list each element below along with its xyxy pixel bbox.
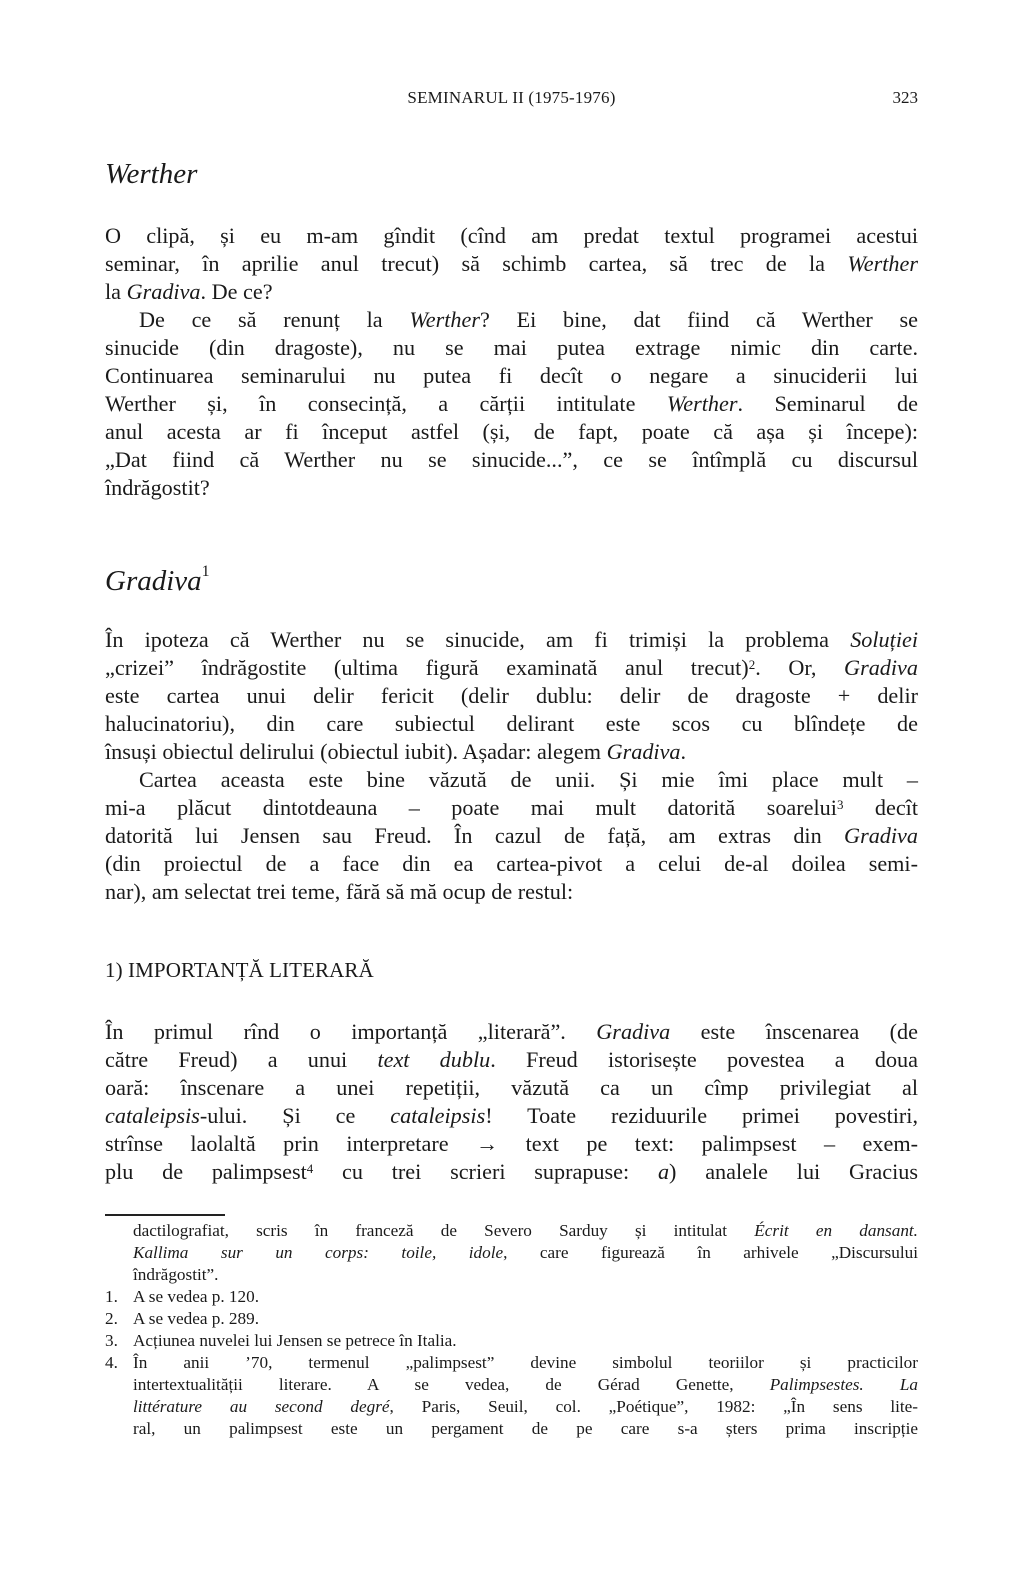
text-line: plu de palimpsest$^4$ cu trei scrieri suprapuse: a) analele lui Gracius (105, 1159, 918, 1184)
text-line: (din proiectul de a face din ea cartea-pivot a celui de-al doilea semi- (105, 851, 918, 876)
text-line: În ipoteza că Werther nu se sinucide, am fi trimiși la problema Soluției (105, 627, 918, 652)
footnote-number: 2. (105, 1309, 118, 1328)
paragraph (105, 1018, 918, 1186)
subsection-title: 1) IMPORTANȚĂ LITERARĂ (105, 958, 374, 982)
text-line: oară: înscenare a unei repetiții, văzută ca un cîmp privilegiat al (105, 1075, 918, 1100)
text-line: „crizei” îndrăgostite (ultima figură examinată anul trecut)$^2$. Or, Gradiva (105, 655, 918, 680)
text-line: De ce să renunț la Werther? Ei bine, dat fiind că Werther se (139, 307, 918, 332)
text-line: strînse laolaltă prin interpretare → text pe text: palimpsest – exem- (105, 1131, 918, 1156)
text-line: cataleipsis-ului. Și ce cataleipsis! Toate reziduurile primei povestiri, (105, 1103, 918, 1128)
footnote-divider (105, 1214, 225, 1216)
text-line: către Freud) a unui text dublu. Freud istorisește povestea a doua (105, 1047, 918, 1072)
text-line: În primul rînd o importanță „literară”. Gradiva este înscenarea (de (105, 1019, 918, 1044)
text-line: „Dat fiind că Werther nu se sinucide...”, ce se întîmplă cu discursul (105, 447, 918, 472)
paragraph (105, 306, 918, 502)
section-title-text: Werther (105, 158, 198, 190)
footnote-text: A se vedea p. 289. (133, 1309, 260, 1328)
footnote-number: 1. (105, 1287, 118, 1306)
section-title-werther (105, 158, 197, 191)
running-head (105, 88, 918, 112)
footnote-4 (105, 1352, 918, 1440)
text-line: însuși obiectul delirului (obiectul iubit). Așadar: alegem Gradiva. (105, 739, 687, 764)
footnote-ref[interactable]: 1 (201, 563, 210, 580)
footnote-line: intertextualității literare. A se vedea, de Gérad Genette, Palimpsestes. La (133, 1375, 918, 1394)
footnote-ref[interactable]: 2 (748, 657, 756, 672)
footnote-text: Acțiunea nuvelei lui Jensen se petrece în Italia. (133, 1331, 457, 1350)
footnote-continuation (105, 1220, 918, 1286)
footnote-line: Kallima sur un corps: toile, idole, care figurează în arhivele „Discursului (133, 1243, 918, 1262)
running-title: SEMINARUL II (1975-1976) (407, 88, 616, 107)
footnote-line: ral, un palimpsest este un pergament de pe care s-a șters prima inscripție (133, 1419, 918, 1438)
paragraph (105, 222, 918, 306)
footnote-line: îndrăgostit”. (133, 1265, 219, 1284)
footnote-number: 3. (105, 1331, 118, 1350)
footnote-3 (105, 1330, 918, 1352)
text-line: îndrăgostit? (105, 475, 210, 500)
text-line: datorită lui Jensen sau Freud. În cazul de față, am extras din Gradiva (105, 823, 918, 848)
footnote-ref[interactable]: 4 (306, 1161, 314, 1176)
section-title-text: Gradiva (105, 565, 202, 597)
footnote-2 (105, 1308, 918, 1330)
text-line: este cartea unui delir fericit (delir dublu: delir de dragoste + delir (105, 683, 918, 708)
footnote-text: În anii ’70, termenul „palimpsest” devine simbolul teoriilor și practicilor (133, 1353, 918, 1372)
footnote-text: A se vedea p. 120. (133, 1287, 260, 1306)
text-line: nar), am selectat trei teme, fără să mă ocup de restul: (105, 879, 574, 904)
footnotes (105, 1220, 918, 1440)
text-line: sinucide (din dragoste), nu se mai putea extrage nimic din carte. (105, 335, 918, 360)
page-number: 323 (892, 88, 918, 107)
footnote-line: littérature au second degré, Paris, Seuil, col. „Poétique”, 1982: „În sens lite- (133, 1397, 919, 1416)
footnote-number: 4. (105, 1353, 118, 1372)
text-line: Continuarea seminarului nu putea fi decît o negare a sinuciderii lui (105, 363, 918, 388)
section-title-gradiva (105, 565, 210, 598)
text-line: anul acesta ar fi început astfel (și, de fapt, poate că așa și începe): (105, 419, 918, 444)
text-line: halucinatoriu), din care subiectul delirant este scos cu blîndețe de (105, 711, 918, 736)
footnote-ref[interactable]: 3 (836, 797, 844, 812)
text-line: la Gradiva. De ce? (105, 279, 273, 304)
text-line: Cartea aceasta este bine văzută de unii. Și mie îmi place mult – (139, 767, 918, 792)
text-line: O clipă, și eu m-am gîndit (cînd am predat textul programei acestui (105, 223, 918, 248)
paragraph (105, 766, 918, 906)
text-line: seminar, în aprilie anul trecut) să schimb cartea, să trec de la Werther (105, 251, 918, 276)
text-line: Werther și, în consecință, a cărții intitulate Werther. Seminarul de (105, 391, 918, 416)
footnote-line: dactilografiat, scris în franceză de Severo Sarduy și intitulat Écrit en dansant. (133, 1221, 918, 1240)
paragraph (105, 626, 918, 766)
footnote-1 (105, 1286, 918, 1308)
text-line: mi-a plăcut dintotdeauna – poate mai mult datorită soarelui$^3$ decît (105, 795, 918, 820)
